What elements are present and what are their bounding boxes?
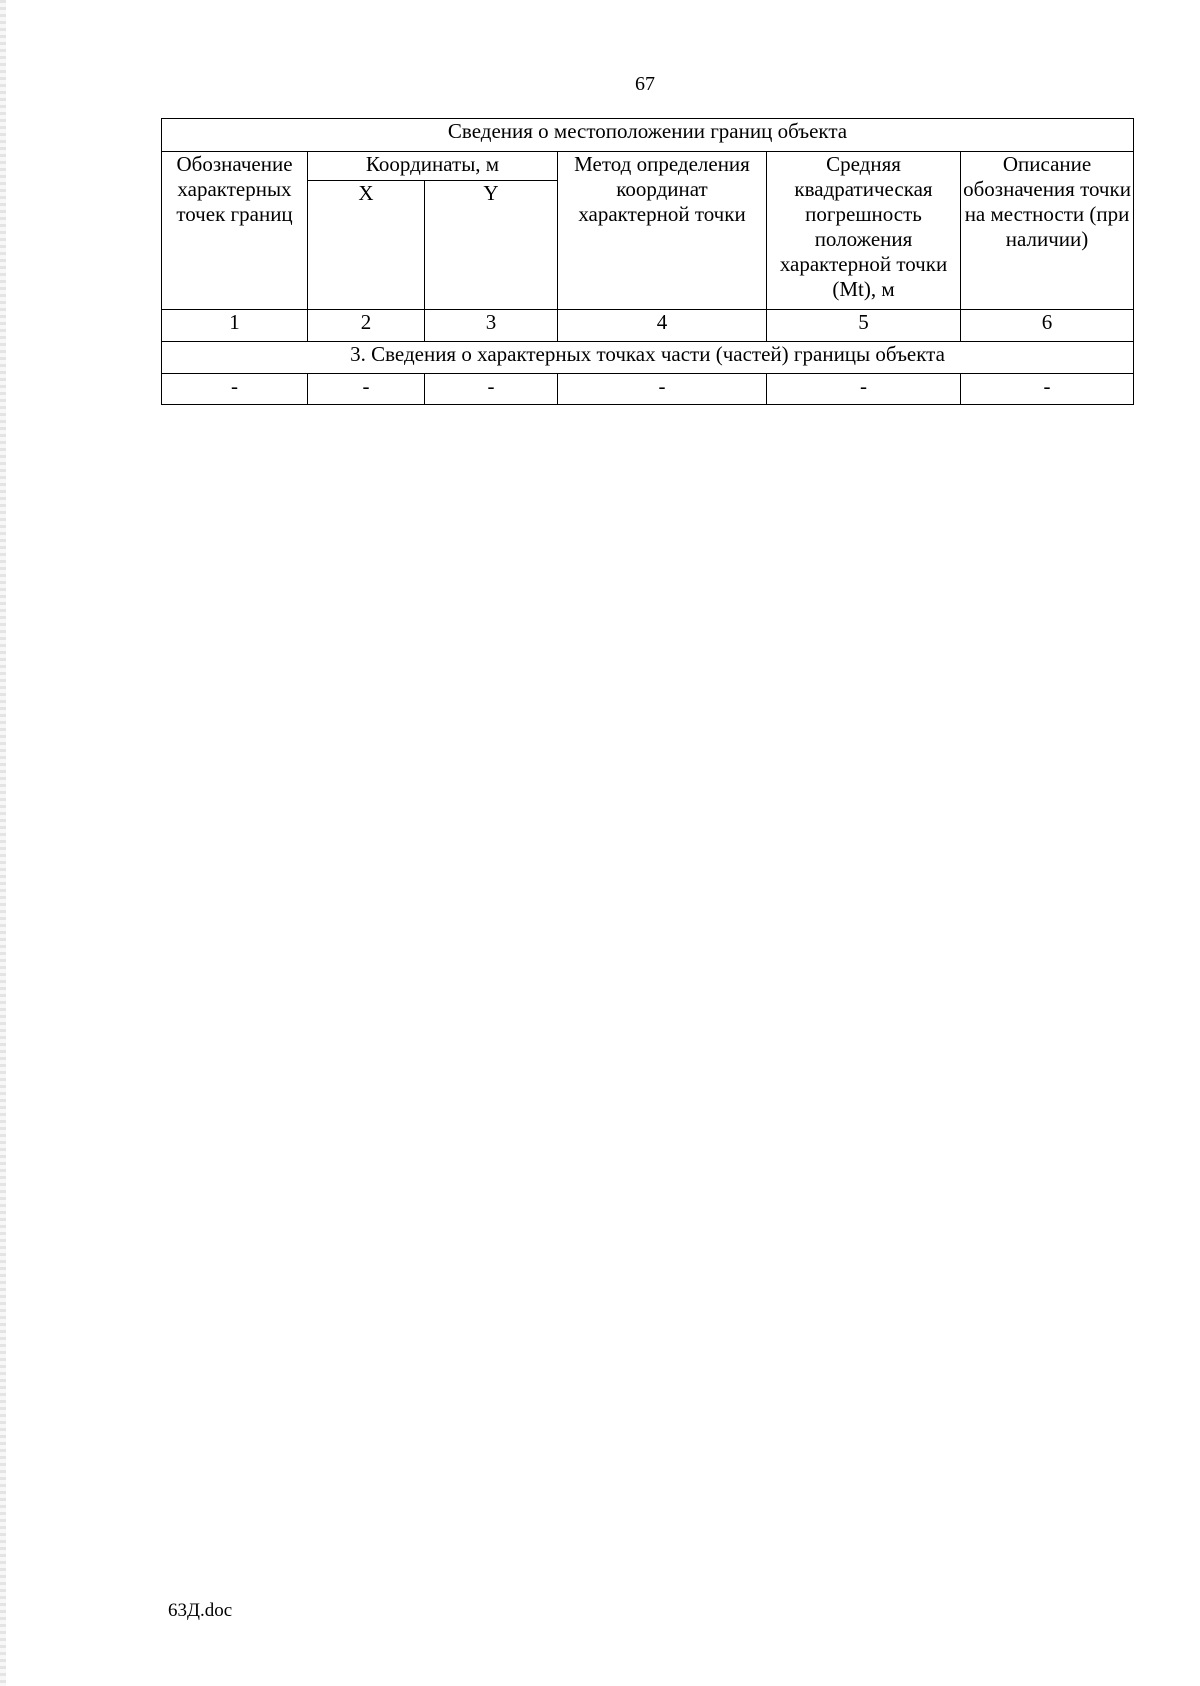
footer-filename: 63Д.doc	[168, 1600, 233, 1621]
table-cell: -	[425, 374, 558, 405]
section-title: 3. Сведения о характерных точках части (частей) границы объекта	[162, 342, 1134, 374]
table-cell: -	[308, 374, 425, 405]
column-number-row	[162, 310, 1134, 342]
column-number: 6	[961, 310, 1134, 342]
header-x: X	[308, 181, 425, 310]
column-number: 3	[425, 310, 558, 342]
column-number: 5	[767, 310, 961, 342]
table-row	[162, 374, 1134, 405]
table-cell: -	[162, 374, 308, 405]
scan-edge	[0, 0, 6, 1686]
table-title: Сведения о местоположении границ объекта	[162, 119, 1134, 152]
page-number: 67	[635, 73, 655, 95]
header-method: Метод определения координат характерной точки	[558, 152, 767, 310]
column-number: 2	[308, 310, 425, 342]
header-y: Y	[425, 181, 558, 310]
header-mean-error: Средняя квадратическая погрешность положения характерной точки (Mt), м	[767, 152, 961, 310]
header-coordinates: Координаты, м	[308, 152, 558, 181]
header-description: Описание обозначения точки на местности (при наличии)	[961, 152, 1134, 310]
header-point-designation: Обозначение характерных точек границ	[162, 152, 308, 310]
table-cell: -	[767, 374, 961, 405]
table-cell: -	[558, 374, 767, 405]
column-number: 4	[558, 310, 767, 342]
table-cell: -	[961, 374, 1134, 405]
boundary-coordinates-table	[161, 118, 1134, 405]
column-number: 1	[162, 310, 308, 342]
